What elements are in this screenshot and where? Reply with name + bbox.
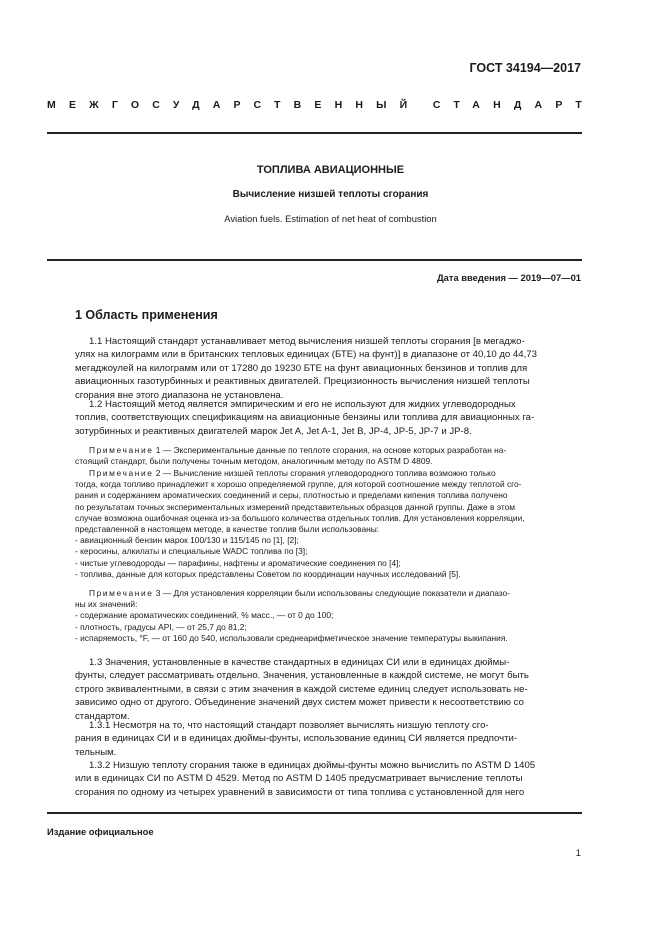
text-line: авиационных газотурбинных и реактивных двигателей. Прецизионность вычисления низшей теплоты bbox=[75, 376, 530, 388]
list-item: - чистые углеводороды — парафины, нафтены и ароматические соединения по [4]; bbox=[75, 557, 401, 568]
text-line bbox=[75, 588, 582, 599]
paragraph-1-3-1 bbox=[75, 719, 582, 759]
page-number: 1 bbox=[575, 847, 581, 858]
list-item: - топлива, данные для которых представлены Советом по координации научных исследований [5]. bbox=[75, 568, 461, 579]
footer-rule bbox=[47, 812, 582, 814]
text-line: представленной в настоящем методе, в качестве топлив были использованы: bbox=[75, 524, 380, 535]
text-line: топлив, соответствующих спецификациям на авиационные бензины или топлива для авиационных га- bbox=[75, 412, 535, 424]
text-line: по результатам точных экспериментальных измерений представительных образцов данной группы. Даже в этом bbox=[75, 501, 515, 512]
paragraph-1-2 bbox=[75, 398, 582, 438]
text-line: 1.3.2 Низшую теплоту сгорания также в единицах дюймы-фунты можно вычислить по ASTM D 1405 bbox=[89, 760, 536, 771]
note-1 bbox=[75, 445, 582, 467]
text-line: стандартом. bbox=[75, 710, 130, 722]
english-title: Aviation fuels. Estimation of net heat of combustion bbox=[224, 213, 437, 224]
text-line: 1.1 Настоящий стандарт устанавливает метод вычисления низшей теплоты сгорания [в мегаджо- bbox=[89, 336, 525, 347]
text-line: или в единицах СИ по ASTM D 4529. Метод по ASTM D 1405 предусматривает вычисление теплоты bbox=[75, 773, 523, 785]
introduction-date: Дата введения — 2019—07—01 bbox=[436, 272, 581, 283]
document-title: ТОПЛИВА АВИАЦИОННЫЕ bbox=[256, 164, 405, 176]
text-line: 1.2 Настоящий метод является эмпирическим и его не используют для жидких углеводородных bbox=[89, 399, 516, 410]
text-line: тельным. bbox=[75, 746, 117, 758]
text-line: строго эквивалентными, в связи с этим значения в каждой системе единиц следует использовать не- bbox=[75, 683, 528, 695]
text-line bbox=[75, 468, 582, 479]
note-label: Примечание bbox=[89, 588, 154, 598]
text-line: стоящий стандарт, были получены точным методом, аналогичным методу по ASTM D 4809. bbox=[75, 456, 433, 467]
note-text: 3 — Для установления корреляции были использованы следующие показатели и диапазо- bbox=[153, 588, 510, 598]
text-line: рания в единицах СИ и в единицах дюймы-фунты, использование единиц СИ является предпочти- bbox=[75, 733, 518, 745]
text-line: мегаджоулей на килограмм или от 17280 до 19230 БТЕ на фунт авиационных бензинов и топлив для bbox=[75, 362, 528, 374]
section-heading: 1 Область применения bbox=[75, 308, 218, 322]
text-line: зотурбинных и реактивных двигателей марок Jet A, Jet A-1, Jet B, JP-4, JP-5, JP-7 и JP-8. bbox=[75, 425, 472, 437]
text-line: зависимо одно от другого. Объединение значений двух систем может привести к несоответствию со bbox=[75, 697, 524, 709]
note-3 bbox=[75, 588, 582, 644]
text-line: ны их значений: bbox=[75, 599, 138, 610]
text-line: случае возможна ошибочная оценка из-за большого количества отдельных топлив. Для установления корреляции, bbox=[75, 512, 525, 523]
text-line: тогда, когда топливо принадлежит к хорошо определяемой группе, для которой соотношение между теплотой сго- bbox=[75, 479, 522, 490]
text-line: сгорания вне этого диапазона не установлена. bbox=[75, 389, 284, 401]
text-line: рания и содержанием ароматических соединений и серы, плотностью и пределами кипения топлива получено bbox=[75, 490, 508, 501]
paragraph-1-1 bbox=[75, 335, 582, 402]
text-line bbox=[75, 445, 582, 456]
note-label: Примечание bbox=[89, 445, 154, 455]
list-item: - содержание ароматических соединений, % масс., — от 0 до 100; bbox=[75, 610, 334, 621]
text-line: 1.3 Значения, установленные в качестве стандартных в единицах СИ или в единицах дюймы- bbox=[89, 657, 510, 668]
text-line: 1.3.1 Несмотря на то, что настоящий стандарт позволяет вычислять низшую теплоту сго- bbox=[89, 720, 489, 731]
edition-label: Издание официальное bbox=[47, 826, 154, 837]
document-code: ГОСТ 34194—2017 bbox=[469, 61, 581, 75]
list-item: - испаряемость, °F, — от 160 до 540, использовали среднеарифметическое значение температуры выкипания. bbox=[75, 632, 508, 643]
top-rule bbox=[47, 132, 582, 134]
note-label: Примечание bbox=[89, 468, 154, 478]
text-line: фунты, следует рассматривать отдельно. Значения, установленные в каждой системе, не могут быть bbox=[75, 670, 529, 682]
list-item: - плотность, градусы API, — от 25,7 до 81,2; bbox=[75, 621, 247, 632]
banner-word-standard: СТАНДАРТ bbox=[432, 99, 595, 111]
document-subtitle: Вычисление низшей теплоты сгорания bbox=[232, 189, 429, 200]
note-text: 1 — Экспериментальные данные по теплоте сгорания, на основе которых разработан на- bbox=[153, 445, 507, 455]
note-text: 2 — Вычисление низшей теплоты сгорания углеводородного топлива возможно только bbox=[153, 468, 496, 478]
banner-word-mezhgos: МЕЖГОСУДАРСТВЕННЫЙ bbox=[47, 99, 421, 111]
text-line: сгорания по одному из четырех уравнений в зависимости от типа топлива с установленной для него bbox=[75, 786, 525, 798]
list-item: - авиационный бензин марок 100/130 и 115/145 по [1], [2]; bbox=[75, 535, 299, 546]
text-line: улях на килограмм или в британских тепловых единицах (БТЕ) на фунт)] в диапазоне от 40,10 до 44,73 bbox=[75, 349, 537, 361]
list-item: - керосины, алкилаты и специальные WADC топлива по [3]; bbox=[75, 546, 308, 557]
paragraph-1-3 bbox=[75, 656, 582, 723]
note-2 bbox=[75, 468, 582, 580]
standard-banner bbox=[47, 99, 595, 111]
paragraph-1-3-2 bbox=[75, 759, 582, 799]
title-rule bbox=[47, 259, 582, 261]
